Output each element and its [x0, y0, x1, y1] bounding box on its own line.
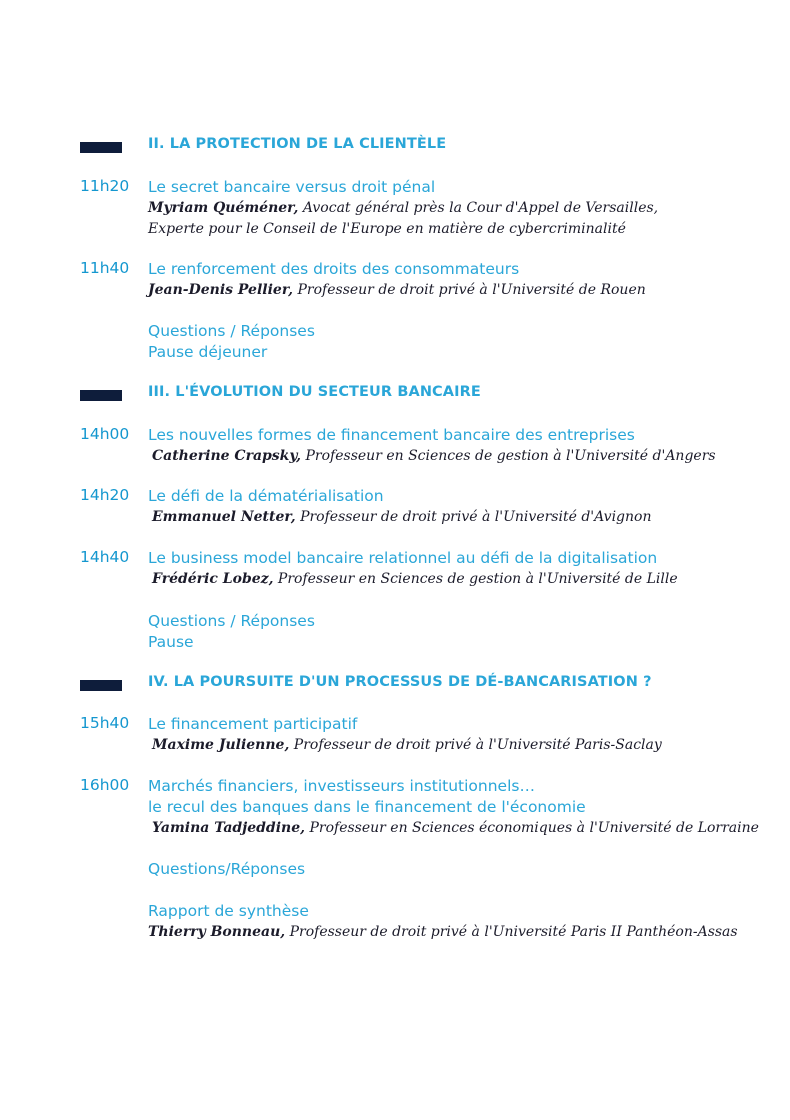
speaker-role: Professeur de droit privé à l'Université Paris-Saclay	[293, 737, 662, 753]
item-time: 11h40	[80, 259, 130, 277]
speaker-line	[148, 198, 658, 218]
speaker-line	[152, 735, 662, 755]
speaker-line	[152, 507, 651, 527]
speaker-name: Frédéric Lobez,	[152, 571, 274, 587]
questions-answers: Questions / Réponses	[148, 322, 315, 340]
speaker-role: Professeur en Sciences de gestion à l'Université de Lille	[277, 571, 678, 587]
item-time: 16h00	[80, 776, 130, 794]
speaker-role: Professeur de droit privé à l'Université Paris II Panthéon-Assas	[289, 924, 738, 940]
item-title: Le business model bancaire relationnel au défi de la digitalisation	[148, 549, 658, 567]
synthesis-title: Rapport de synthèse	[148, 902, 309, 920]
section-title: III. L'ÉVOLUTION DU SECTEUR BANCAIRE	[148, 384, 481, 400]
speaker-name: Catherine Crapsky,	[152, 448, 302, 464]
speaker-name: Thierry Bonneau,	[148, 924, 286, 940]
speaker-line	[152, 569, 678, 589]
item-title: Le renforcement des droits des consommateurs	[148, 260, 520, 278]
speaker-name: Yamina Tadjeddine,	[152, 820, 306, 836]
speaker-role: Professeur en Sciences de gestion à l'Université d'Angers	[305, 448, 716, 464]
section-3-header	[0, 384, 790, 408]
speaker-name: Maxime Julienne,	[152, 737, 290, 753]
item-title: Le financement participatif	[148, 715, 358, 733]
lunch-break: Pause déjeuner	[148, 343, 268, 361]
questions-answers: Questions / Réponses	[148, 612, 315, 630]
speaker-name: Jean-Denis Pellier,	[148, 282, 294, 298]
section-title: II. LA PROTECTION DE LA CLIENTÈLE	[148, 136, 447, 152]
item-title: Les nouvelles formes de financement bancaire des entreprises	[148, 426, 635, 444]
speaker-line	[152, 818, 759, 838]
speaker-name: Emmanuel Netter,	[152, 509, 296, 525]
item-time: 14h00	[80, 425, 130, 443]
item-title: Le défi de la dématérialisation	[148, 487, 384, 505]
section-marker-bar	[80, 390, 122, 401]
section-marker-bar	[80, 142, 122, 153]
speaker-role: Professeur en Sciences économiques à l'Université de Lorraine	[309, 820, 759, 836]
section-marker-bar	[80, 680, 122, 691]
item-time: 14h20	[80, 486, 130, 504]
pause: Pause	[148, 633, 194, 651]
section-2-header	[0, 136, 790, 160]
item-time: 15h40	[80, 714, 130, 732]
speaker-line	[148, 280, 646, 300]
item-time: 14h40	[80, 548, 130, 566]
speaker-role: Avocat général près la Cour d'Appel de Versailles,	[302, 200, 659, 216]
speaker-role-line-2: Experte pour le Conseil de l'Europe en matière de cybercriminalité	[148, 221, 626, 237]
item-title: Le secret bancaire versus droit pénal	[148, 178, 436, 196]
section-4-header	[0, 674, 790, 698]
item-time: 11h20	[80, 177, 130, 195]
speaker-line	[152, 446, 716, 466]
questions-answers: Questions/Réponses	[148, 860, 306, 878]
item-title: Marchés financiers, investisseurs institutionnels…	[148, 777, 535, 795]
item-title-line-2: le recul des banques dans le financement de l'économie	[148, 798, 586, 816]
speaker-name: Myriam Quéméner,	[148, 200, 299, 216]
section-title: IV. LA POURSUITE D'UN PROCESSUS DE DÉ-BANCARISATION ?	[148, 674, 652, 690]
speaker-role: Professeur de droit privé à l'Université d'Avignon	[300, 509, 652, 525]
speaker-role: Professeur de droit privé à l'Université de Rouen	[297, 282, 646, 298]
synthesis-speaker-line	[148, 922, 738, 942]
